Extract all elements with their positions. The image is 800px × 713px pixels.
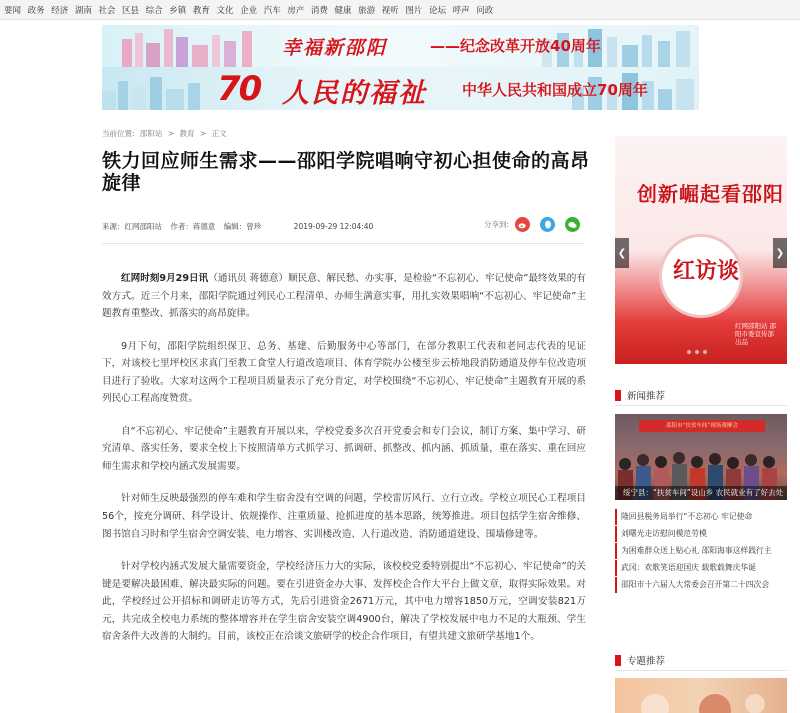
article-paragraph-1 bbox=[102, 270, 586, 323]
slider-dot[interactable] bbox=[703, 350, 707, 354]
article-paragraph-2: 9月下旬，邵阳学院组织保卫、总务、基建、后勤服务中心等部门，在部分教职工代表和老同志代表的见证下，对该校七里坪校区求真门至教工食堂人行道改造项目、体育学院办公楼至步云桥地段消防通道及停车位改造项目进行了验收。大家对这两个工程项目质量表示了充分肯定，对学校围绕“不忘初心、牢记使命”主题教育开展的系列民心工程高度赞赏。 bbox=[102, 340, 586, 405]
top-nav-item[interactable]: 社会 bbox=[98, 6, 116, 16]
slider-next-button[interactable] bbox=[773, 238, 787, 268]
share-bar bbox=[484, 217, 590, 232]
top-nav-item[interactable]: 湖南 bbox=[74, 6, 92, 16]
wechat-share-icon[interactable] bbox=[565, 217, 580, 232]
top-nav-item[interactable]: 消费 bbox=[310, 6, 328, 16]
banner-reform-40[interactable] bbox=[102, 25, 699, 67]
top-nav-item[interactable]: 健康 bbox=[334, 6, 352, 16]
breadcrumb-item-current: 正文 bbox=[211, 129, 227, 138]
top-nav-item[interactable]: 要闻 bbox=[4, 6, 22, 16]
top-nav-list bbox=[0, 0, 800, 20]
banner-70-title: 人民的福祉 bbox=[282, 78, 427, 109]
section-marker bbox=[615, 390, 621, 401]
slider-headline: 创新崛起看邵阳 bbox=[637, 182, 784, 206]
top-nav-item[interactable]: 旅游 bbox=[358, 6, 376, 16]
breadcrumb-item-education[interactable]: 教育 bbox=[179, 129, 195, 138]
article-body bbox=[102, 270, 586, 661]
breadcrumb-label: 当前位置: bbox=[102, 129, 135, 138]
top-nav-item[interactable]: 综合 bbox=[145, 6, 163, 16]
topic-recommend-title: 专题推荐 bbox=[627, 656, 666, 667]
weibo-icon bbox=[518, 221, 527, 229]
article-author: 作者：蒋德意 bbox=[170, 222, 216, 231]
top-nav-item[interactable]: 呼声 bbox=[452, 6, 470, 16]
news-recommend-divider bbox=[615, 405, 787, 406]
news-featured-image[interactable] bbox=[615, 414, 787, 500]
slider-dot[interactable] bbox=[695, 350, 699, 354]
top-nav-item[interactable]: 问政 bbox=[476, 6, 494, 16]
topic-recommend-header bbox=[615, 653, 665, 667]
breadcrumb bbox=[102, 128, 230, 139]
article-lead: 红网时刻9月29日讯 bbox=[121, 273, 209, 284]
skyline-graphic bbox=[102, 25, 699, 67]
slider-credit: 红网邵阳站 邵阳市委宣传部 出品 bbox=[735, 322, 777, 346]
breadcrumb-item-site[interactable]: 邵阳站 bbox=[139, 129, 163, 138]
news-recommend-list bbox=[615, 509, 795, 594]
article-editor: 编辑：曾珍 bbox=[223, 222, 262, 231]
top-nav-item[interactable]: 汽车 bbox=[263, 6, 281, 16]
topic-recommend-divider bbox=[615, 670, 787, 671]
news-list-item[interactable]: 为困难群众送上贴心礼 邵阳海事这样践行主 bbox=[615, 543, 795, 559]
news-list-item[interactable]: 邵阳市十六届人大常委会召开第二十四次会 bbox=[615, 577, 795, 593]
top-nav-item[interactable]: 房产 bbox=[287, 6, 305, 16]
qq-share-icon[interactable] bbox=[540, 217, 555, 232]
chevron-left-icon: ❮ bbox=[617, 247, 627, 259]
news-recommend-header bbox=[615, 388, 665, 402]
slider-dot[interactable] bbox=[687, 350, 691, 354]
news-list-item[interactable]: 隆回县税务局举行“不忘初心 牢记使命 bbox=[615, 509, 795, 525]
banner-reform-subtitle: ——纪念改革开放40周年 bbox=[430, 37, 601, 55]
meta-divider bbox=[102, 243, 584, 244]
share-label: 分享到: bbox=[484, 220, 510, 229]
banner-reform-title: 幸福新邵阳 bbox=[282, 37, 388, 59]
topic-photo bbox=[615, 678, 787, 713]
weibo-share-icon[interactable] bbox=[515, 217, 530, 232]
slider-prev-button[interactable] bbox=[615, 238, 629, 268]
article-paragraph-5: 针对学校内涵式发展大量需要资金，学校经济压力大的实际，该校校党委特别提出“不忘初心、牢记使命”的关键是要解决最困难、解决最实际的问题。要在引进资金办大事、发挥校企合作大平台上做文章，取得实际效果。对此，学校经过公开招标和调研走访等方式，先后引进资金2671万元，其中电力增容1850万元，空调安装821万元，共完成全校电力系统的整体增容并在学生宿舍安装空调4900台，解决了学校发展中电力不足的大瓶颈、学生宿舍条件大改善的大制约。目前，该校正在洽谈文旅研学的校企合作项目，有望共建文旅研学基地1个。 bbox=[102, 560, 586, 643]
top-nav-item[interactable]: 文化 bbox=[216, 6, 234, 16]
top-nav-item[interactable]: 政务 bbox=[27, 6, 45, 16]
article-title: 铁力回应师生需求——邵阳学院唱响守初心担使命的高昂旋律 bbox=[102, 150, 590, 194]
breadcrumb-separator: > bbox=[167, 129, 175, 138]
news-list-item[interactable]: 刘曙光走访慰问模范劳模 bbox=[615, 526, 795, 542]
news-featured-caption[interactable]: 绥宁县：“扶贫车间”设山乡 农民就业有了好去处 bbox=[615, 486, 787, 500]
banner-70th-anniversary[interactable] bbox=[102, 67, 699, 110]
top-nav-item[interactable]: 经济 bbox=[51, 6, 69, 16]
slider-title: 红访谈 bbox=[673, 258, 740, 284]
top-nav-item[interactable]: 教育 bbox=[192, 6, 210, 16]
article-paragraph-3: 自“不忘初心、牢记使命”主题教育开展以来，学校党委多次召开党委会和专门会议，制订方案、集中学习、研究清单、落实任务，要求全校上下按照清单方式抓学习、抓调研、抓整改、抓内涵、抓质量，重在落实、重在回应师生需求和学校内涵式发展需要。 bbox=[102, 425, 586, 472]
banner-70-subtitle: 中华人民共和国成立70周年 bbox=[462, 81, 648, 99]
article-meta bbox=[102, 221, 379, 232]
chevron-right-icon: ❯ bbox=[775, 247, 785, 259]
article-paragraph-4: 针对师生反映最强烈的停车难和学生宿舍没有空调的问题，学校雷厉风行、立行立改。学校立项民心工程项目56个，按充分调研、科学设计、依规操作、注重质量、抢抓进度的基本思路，统筹推进。项目包括学生宿舍维修、图书馆自习时和学生宿舍空调安装、电力增容、实训楼改造、人行道改造、消防通道建设、围墙修建等。 bbox=[102, 493, 586, 540]
news-list-item[interactable]: 武冈：欢歌笑语迎国庆 载歌载舞庆华诞 bbox=[615, 560, 795, 576]
section-marker bbox=[615, 655, 621, 666]
breadcrumb-separator: > bbox=[199, 129, 207, 138]
top-nav bbox=[0, 0, 800, 20]
top-nav-item[interactable]: 视听 bbox=[381, 6, 399, 16]
article-source: 来源：红网邵阳站 bbox=[102, 222, 162, 231]
news-recommend-title: 新闻推荐 bbox=[627, 391, 666, 402]
sidebar-slider[interactable] bbox=[615, 136, 787, 364]
top-nav-item[interactable]: 区县 bbox=[122, 6, 140, 16]
qq-penguin-icon bbox=[544, 220, 552, 229]
news-image-banner-text: 邵阳市“扶贫车间”现场观摩会 bbox=[639, 420, 765, 432]
banner-70-number: 70 bbox=[217, 69, 261, 109]
article-paragraph-1-text: （通讯员 蒋德意）顺民意、解民愁、办实事，是检验“不忘初心、牢记使命”最终效果的有效方式。近三个月来，邵阳学院通过列民心工程清单、办师生满意实事，用扎实效果唱响“不忘初心、牢记使命”主题教育重整改、抓落实的高昂旋律。 bbox=[102, 273, 586, 320]
topic-featured-image[interactable] bbox=[615, 678, 787, 713]
article-date: 2019-09-29 12:04:40 bbox=[293, 222, 374, 231]
wechat-icon bbox=[568, 221, 577, 229]
slider-pagination bbox=[687, 350, 711, 354]
top-nav-item[interactable]: 图片 bbox=[405, 6, 423, 16]
top-nav-item[interactable]: 乡镇 bbox=[169, 6, 187, 16]
top-nav-item[interactable]: 企业 bbox=[240, 6, 258, 16]
top-nav-item[interactable]: 论坛 bbox=[428, 6, 446, 16]
